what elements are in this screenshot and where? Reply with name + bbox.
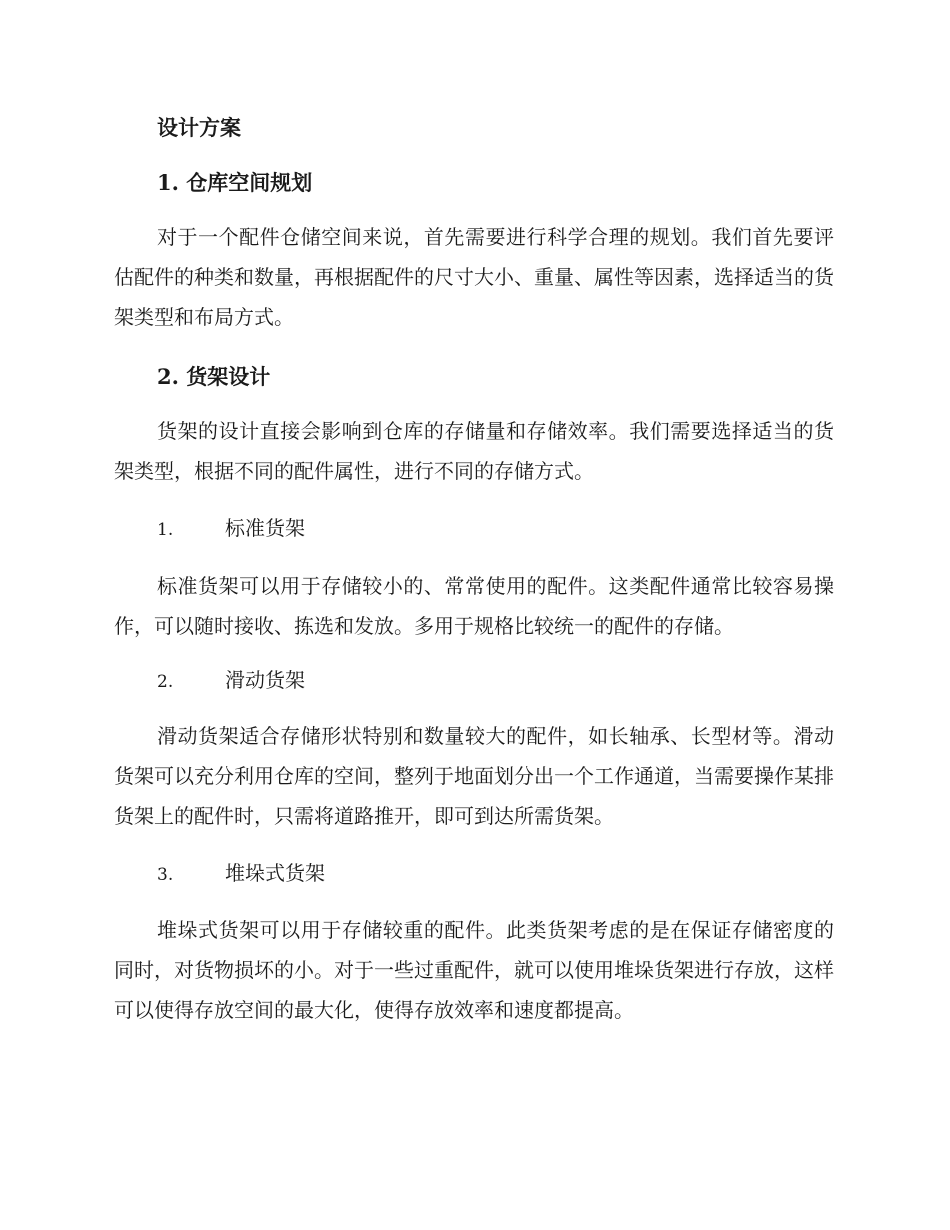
section-1-paragraph: 对于一个配件仓储空间来说，首先需要进行科学合理的规划。我们首先要评估配件的种类和数量，再根据配件的尺寸大小、重量、属性等因素，选择适当的货架类型和布局方式。: [114, 225, 834, 329]
section-2-heading: 2. 货架设计: [157, 364, 271, 389]
list-item-label: 标准货架: [225, 516, 305, 540]
stacking-rack-paragraph: 堆垛式货架可以用于存储较重的配件。此类货架考虑的是在保证存储密度的同时，对货物损坏的小。对于一些过重配件，就可以使用堆垛货架进行存放，这样可以使得存放空间的最大化，使得存放效率和速度都提高。: [114, 918, 834, 1022]
list-item-standard-rack: [157, 514, 305, 544]
list-item-stacking-rack: [157, 859, 325, 889]
list-item-label: 滑动货架: [225, 668, 305, 692]
section-2-paragraph: 货架的设计直接会影响到仓库的存储量和存储效率。我们需要选择适当的货架类型，根据不同的配件属性，进行不同的存储方式。: [114, 419, 834, 483]
list-item-number: 3.: [157, 865, 174, 885]
list-item-number: 1.: [157, 520, 174, 540]
document-title: 设计方案: [157, 115, 241, 140]
list-item-sliding-rack: [157, 666, 305, 696]
standard-rack-paragraph: 标准货架可以用于存储较小的、常常使用的配件。这类配件通常比较容易操作，可以随时接收、拣选和发放。多用于规格比较统一的配件的存储。: [114, 574, 834, 638]
sliding-rack-paragraph: 滑动货架适合存储形状特别和数量较大的配件，如长轴承、长型材等。滑动货架可以充分利用仓库的空间，整列于地面划分出一个工作通道，当需要操作某排货架上的配件时，只需将道路推开，即可到达所需货架。: [114, 724, 834, 828]
section-1-heading: 1. 仓库空间规划: [157, 170, 313, 195]
list-item-label: 堆垛式货架: [225, 861, 325, 885]
list-item-number: 2.: [157, 672, 174, 692]
